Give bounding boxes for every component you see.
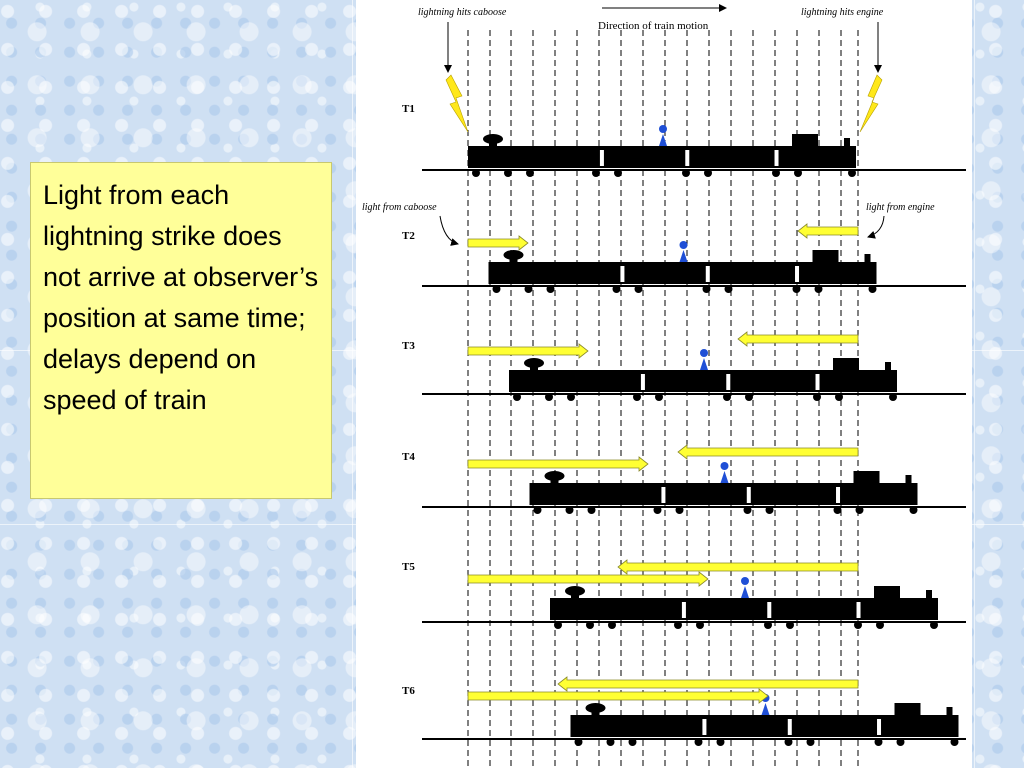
wheel [793,285,801,293]
wheel [525,285,533,293]
time-row [402,332,966,401]
wheel [725,285,733,293]
wheel [834,506,842,514]
explanation-text: Light from each lightning strike does not arrive at observer’s position at same time; delays depend on speed of train [43,180,319,415]
train-body [489,262,877,284]
car-gap [836,487,840,503]
wheel [592,169,600,177]
wheel [876,621,884,629]
time-row [402,677,966,746]
wheel [545,393,553,401]
label-lightning-hits-engine: lightning hits engine [801,7,884,18]
wheel [608,621,616,629]
observer-body [700,358,708,370]
wheel [674,621,682,629]
row-label: T3 [402,340,415,352]
engine-light-pointer-icon [868,216,884,237]
engine-light-arrow-icon [678,445,858,459]
caboose-light-arrow-icon [468,457,648,471]
time-row [402,224,966,293]
caboose-light-arrow-icon [468,689,768,703]
caboose-cupola-base [571,592,579,599]
wheel [815,285,823,293]
row-label: T4 [402,451,415,463]
wheel [504,169,512,177]
wheel [813,393,821,401]
row-label: T6 [402,685,415,697]
car-gap [641,374,645,390]
caboose-cupola-base [551,477,559,484]
wheel [786,621,794,629]
train-body [468,146,856,168]
wheel [607,738,615,746]
caboose-cupola-base [530,364,538,371]
car-gap [747,487,751,503]
wheel [930,621,938,629]
wheel [526,169,534,177]
train-body [571,715,959,737]
engine-stack [885,362,891,370]
car-gap [620,266,624,282]
caboose-light-pointer-icon [440,216,458,244]
caboose-cupola-base [510,256,518,263]
label-light-from-engine: light from engine [866,202,935,213]
observer-body [762,703,770,715]
observer-body [721,471,729,483]
lightning-bolt-icon [860,75,882,132]
wheel [547,285,555,293]
observer-icon [741,577,749,598]
wheel [613,285,621,293]
car-gap [795,266,799,282]
observer-body [741,586,749,598]
label-direction-of-motion: Direction of train motion [598,20,709,32]
wheel [766,506,774,514]
train-lightning-diagram [356,0,972,768]
wheel [889,393,897,401]
car-gap [877,719,881,735]
car-gap [775,150,779,166]
observer-icon [680,241,688,262]
wheel [534,506,542,514]
car-gap [682,602,686,618]
wheel [764,621,772,629]
wheel [910,506,918,514]
wheel [785,738,793,746]
time-row [402,560,966,629]
wheel [586,621,594,629]
observer-body [680,250,688,262]
train-body [509,370,897,392]
caboose-light-arrow-icon [468,236,528,250]
wheel [629,738,637,746]
engine-light-arrow-icon [798,224,858,238]
wheel [807,738,815,746]
wheel [696,621,704,629]
caboose-light-arrow-icon [468,572,708,586]
engine-stack [844,138,850,146]
engine-cab [833,358,859,370]
observer-icon [659,125,667,146]
label-light-from-caboose: light from caboose [362,202,437,213]
engine-stack [947,707,953,715]
observer-head [721,462,729,470]
car-gap [600,150,604,166]
wheel [704,169,712,177]
diagram-canvas [356,0,972,768]
observer-head [659,125,667,133]
wheel [869,285,877,293]
engine-light-arrow-icon [618,560,858,574]
wheel [717,738,725,746]
wheel [493,285,501,293]
wheel [566,506,574,514]
engine-light-arrow-icon [738,332,858,346]
wheel [856,506,864,514]
wheel [854,621,862,629]
car-gap [788,719,792,735]
caboose-light-arrow-icon [468,344,588,358]
car-gap [767,602,771,618]
engine-cab [874,586,900,598]
label-lightning-hits-caboose: lightning hits caboose [418,7,507,18]
row-label: T1 [402,103,415,115]
wheel [703,285,711,293]
observer-head [741,577,749,585]
engine-stack [865,254,871,262]
time-row [402,103,966,177]
wheel [588,506,596,514]
row-label: T2 [402,230,415,242]
wheel [875,738,883,746]
time-row [402,445,966,514]
wheel [635,285,643,293]
observer-head [700,349,708,357]
wheel [951,738,959,746]
wheel [513,393,521,401]
car-gap [702,719,706,735]
row-label: T5 [402,561,415,573]
wheel [554,621,562,629]
explanation-note [30,162,332,499]
background-seam [352,0,353,768]
car-gap [706,266,710,282]
wheel [575,738,583,746]
wheel [848,169,856,177]
wheel [567,393,575,401]
wheel [682,169,690,177]
engine-cab [813,250,839,262]
wheel [897,738,905,746]
background-seam [974,0,975,768]
car-gap [661,487,665,503]
car-gap [726,374,730,390]
wheel [745,393,753,401]
engine-light-arrow-icon [558,677,858,691]
wheel [772,169,780,177]
wheel [654,506,662,514]
observer-icon [700,349,708,370]
lightning-bolt-icon [446,75,468,132]
car-gap [685,150,689,166]
observer-body [659,134,667,146]
wheel [676,506,684,514]
car-gap [816,374,820,390]
engine-cab [792,134,818,146]
engine-stack [906,475,912,483]
wheel [472,169,480,177]
wheel [835,393,843,401]
wheel [723,393,731,401]
wheel [794,169,802,177]
wheel [744,506,752,514]
train-body [550,598,938,620]
engine-stack [926,590,932,598]
wheel [614,169,622,177]
train-body [530,483,918,505]
car-gap [857,602,861,618]
caboose-cupola-base [592,709,600,716]
engine-cab [895,703,921,715]
engine-cab [854,471,880,483]
observer-head [680,241,688,249]
caboose-cupola-base [489,140,497,147]
wheel [655,393,663,401]
wheel [695,738,703,746]
observer-icon [721,462,729,483]
wheel [633,393,641,401]
